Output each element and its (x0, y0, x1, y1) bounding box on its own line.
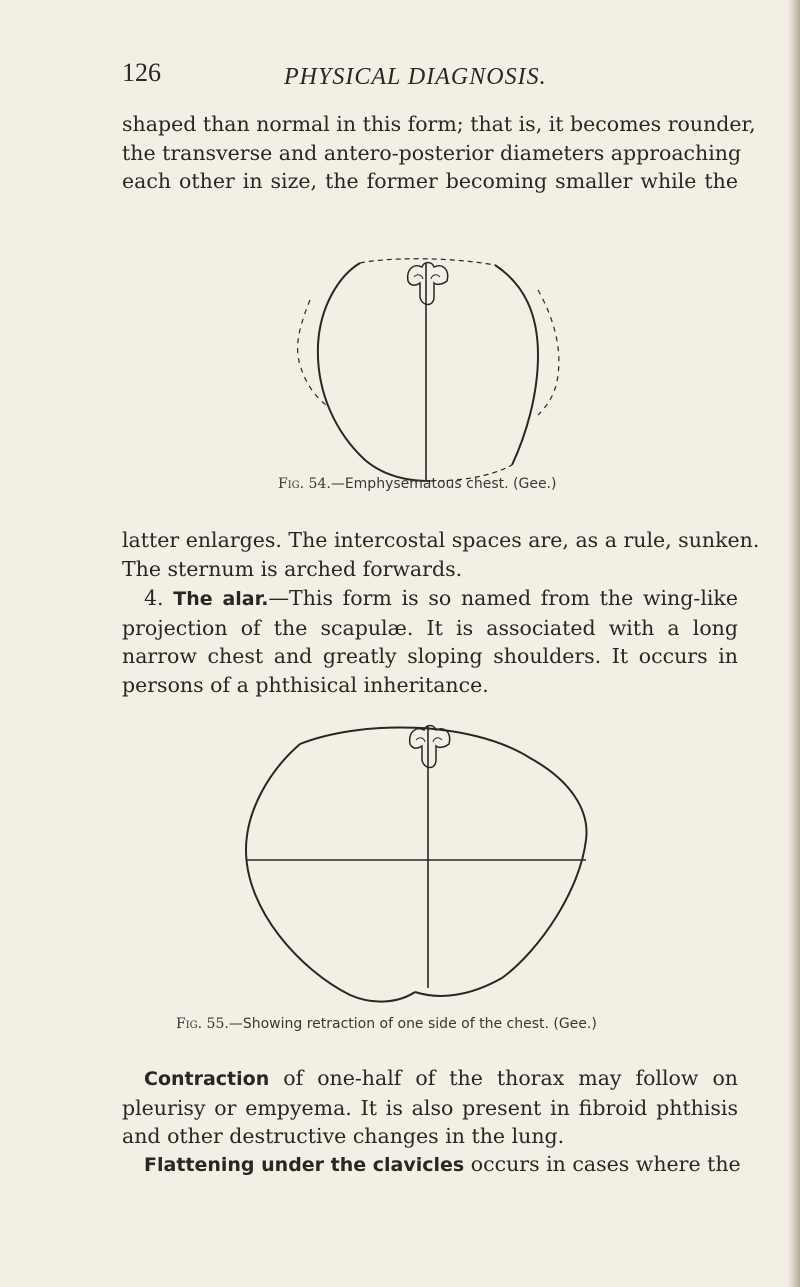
text-line: each other in size, the former becoming smaller while the (122, 169, 738, 193)
paragraph-1 (122, 110, 756, 196)
section-heading: The alar. (173, 588, 269, 610)
text-line (122, 584, 738, 614)
text-line: persons of a phthisical inheritance. (122, 672, 489, 697)
section-number: 4. (144, 586, 164, 610)
figure-54-emphysematous-chest (290, 255, 570, 485)
text-line-rest: —This form is so named from the wing-like (268, 586, 738, 610)
text-line: the transverse and antero-posterior diameters approaching (122, 140, 742, 165)
figure-number: Fig. 54. (278, 476, 331, 492)
text-line: projection of the scapulæ. It is associated with a long (122, 615, 738, 640)
section-heading: Contraction (144, 1068, 270, 1090)
page-number: 126 (122, 58, 161, 87)
text-line: narrow chest and greatly sloping shoulders. It occurs in (122, 644, 738, 668)
paragraph-3 (122, 584, 738, 699)
paragraph-4 (122, 1064, 738, 1151)
running-head: PHYSICAL DIAGNOSIS. (284, 64, 547, 90)
text-line (122, 1150, 741, 1180)
text-line-rest: of one-half of the thorax may follow on (269, 1066, 738, 1090)
text-line: shaped than normal in this form; that is, it becomes rounder, (122, 112, 756, 136)
figure-55-caption (176, 1016, 597, 1032)
text-line: The sternum is arched forwards. (122, 556, 463, 581)
caption-text: —Emphysematous chest. (Gee.) (330, 476, 557, 492)
caption-text: —Showing retraction of one side of the chest. (Gee.) (228, 1016, 597, 1032)
figure-number: Fig. 55. (176, 1016, 229, 1032)
text-line: latter enlarges. The intercostal spaces are, as a rule, sunken. (122, 528, 760, 552)
text-line: and other destructive changes in the lung. (122, 1124, 565, 1148)
figure-54-caption (278, 476, 556, 492)
section-heading: Flattening under the clavicles (144, 1154, 465, 1176)
page-edge-shadow (788, 0, 800, 1287)
text-line-rest: occurs in cases where the (464, 1152, 741, 1176)
text-line (122, 1064, 738, 1094)
text-line: pleurisy or empyema. It is also present in fibroid phthisis (122, 1095, 738, 1120)
paragraph-2 (122, 526, 760, 583)
paragraph-5 (122, 1150, 741, 1180)
figure-55-retraction-chest (240, 720, 600, 1010)
